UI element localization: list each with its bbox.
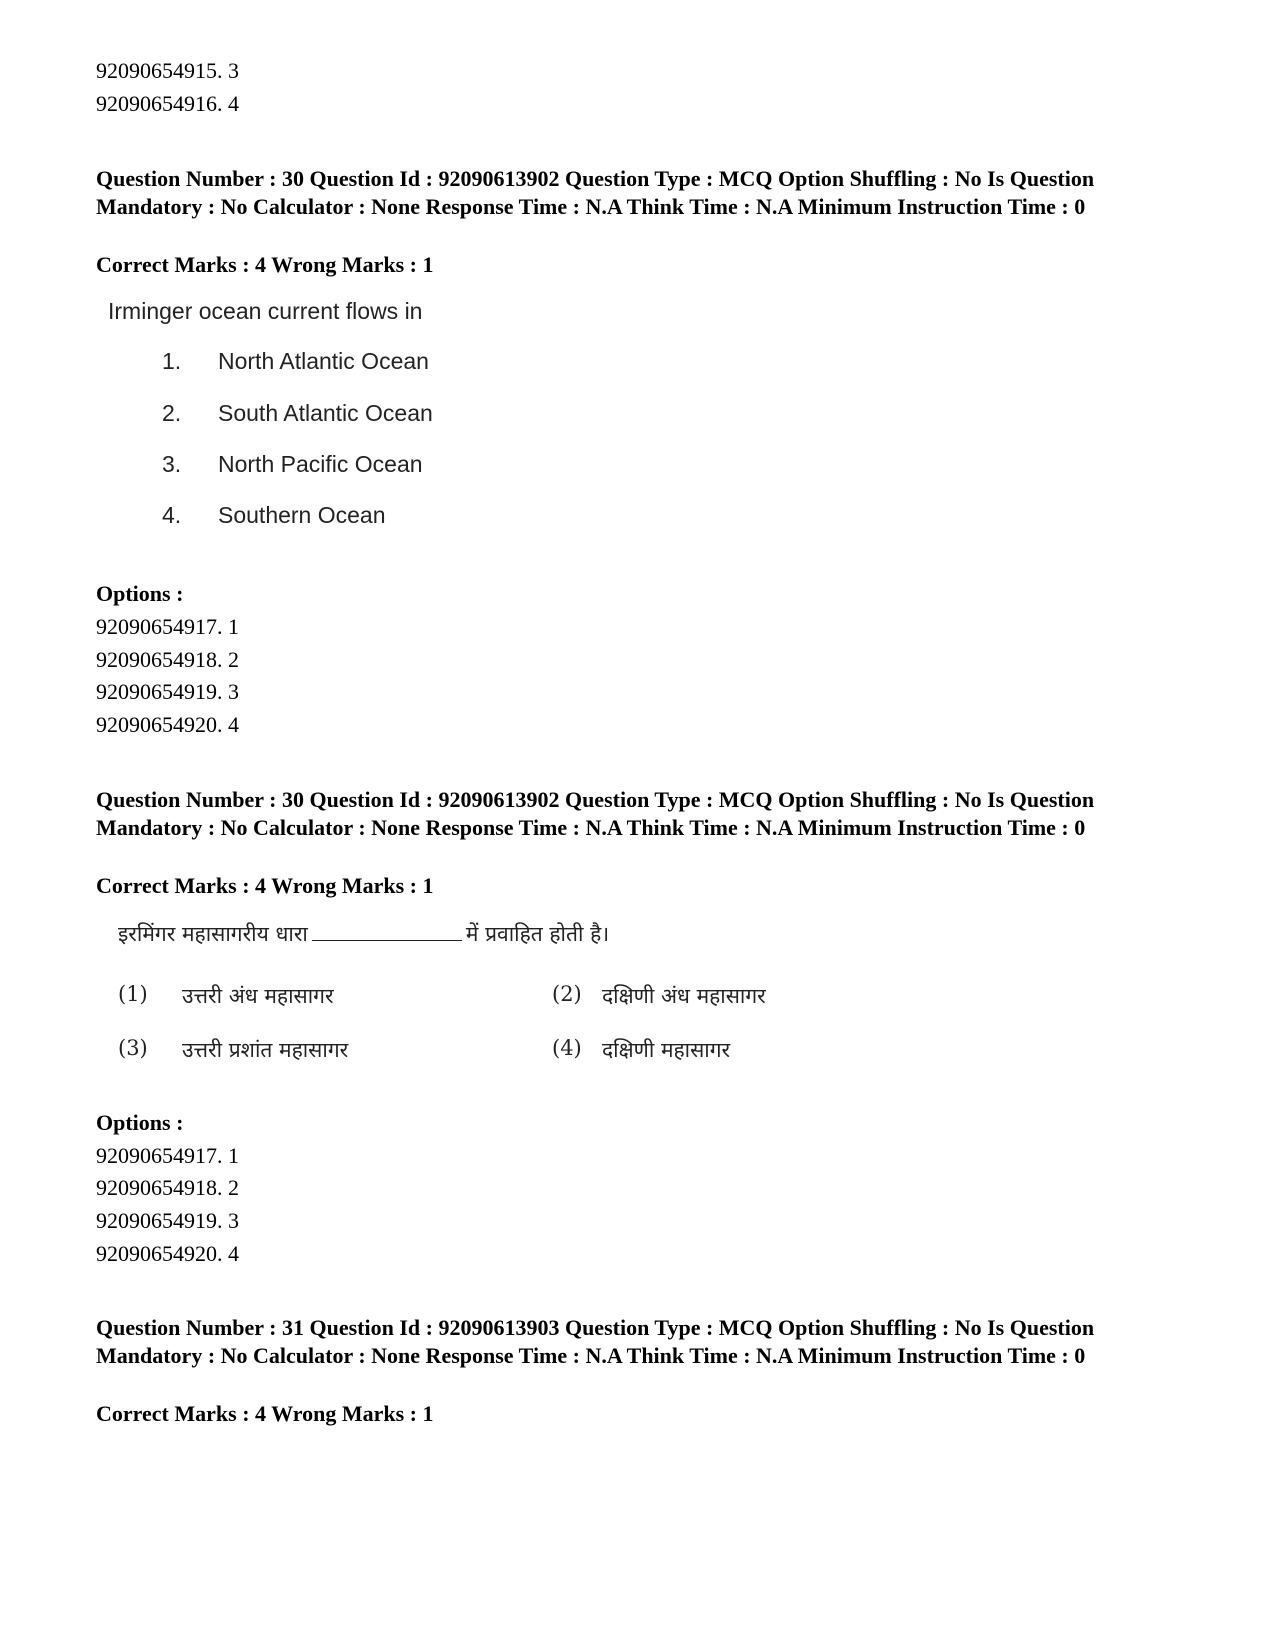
blank-line <box>312 922 462 941</box>
question-stem <box>118 920 609 948</box>
option-line: 92090654919. 3 <box>96 1208 239 1233</box>
choice-text: उत्तरी प्रशांत महासागर <box>182 1038 349 1062</box>
question-metadata: Question Number : 30 Question Id : 92090613902 Question Type : MCQ Option Shuffling : No Is Question Mandatory : No Calculator : None Response Time : N.A Think Time : N.A Minimum Instruction Time : 0 <box>96 166 1095 219</box>
question-metadata: Question Number : 31 Question Id : 92090613903 Question Type : MCQ Option Shuffling : No Is Question Mandatory : No Calculator : None Response Time : N.A Think Time : N.A Minimum Instruction Time : 0 <box>96 1315 1095 1368</box>
option-line: 92090654917. 1 <box>96 1143 239 1168</box>
question-stem-before: इरमिंगर महासागरीय धारा <box>118 922 308 946</box>
choice-number: (4) <box>552 1036 582 1060</box>
option-line: 92090654920. 4 <box>96 712 239 737</box>
option-line: 92090654918. 2 <box>96 647 239 672</box>
option-line: 92090654917. 1 <box>96 614 239 639</box>
option-line: 92090654915. 3 <box>96 58 239 83</box>
choice-number: 2. <box>162 400 182 426</box>
choice-text: दक्षिणी महासागर <box>602 1038 731 1062</box>
marks-line: Correct Marks : 4 Wrong Marks : 1 <box>96 873 434 898</box>
question-stem: Irminger ocean current flows in <box>108 298 423 324</box>
choice-number: 3. <box>162 451 182 477</box>
choice-text: दक्षिणी अंध महासागर <box>602 984 766 1008</box>
options-label: Options : <box>96 1110 184 1135</box>
question-stem-after: में प्रवाहित होती है। <box>465 922 610 946</box>
question-metadata: Question Number : 30 Question Id : 92090613902 Question Type : MCQ Option Shuffling : No Is Question Mandatory : No Calculator : None Response Time : N.A Think Time : N.A Minimum Instruction Time : 0 <box>96 787 1095 840</box>
marks-line: Correct Marks : 4 Wrong Marks : 1 <box>96 252 434 277</box>
marks-line: Correct Marks : 4 Wrong Marks : 1 <box>96 1401 434 1426</box>
choice-text: South Atlantic Ocean <box>218 400 433 426</box>
options-label: Options : <box>96 581 184 606</box>
choice-text: उत्तरी अंध महासागर <box>182 984 334 1008</box>
option-line: 92090654918. 2 <box>96 1175 239 1200</box>
option-line: 92090654920. 4 <box>96 1241 239 1266</box>
choice-text: North Pacific Ocean <box>218 451 423 477</box>
option-line: 92090654916. 4 <box>96 91 239 116</box>
choice-number: 4. <box>162 502 182 528</box>
choice-text: Southern Ocean <box>218 502 386 528</box>
choice-text: North Atlantic Ocean <box>218 348 429 374</box>
option-line: 92090654919. 3 <box>96 679 239 704</box>
choice-number: (3) <box>118 1036 148 1060</box>
choice-number: (1) <box>118 982 148 1006</box>
choice-number: 1. <box>162 348 182 374</box>
choice-number: (2) <box>552 982 582 1006</box>
